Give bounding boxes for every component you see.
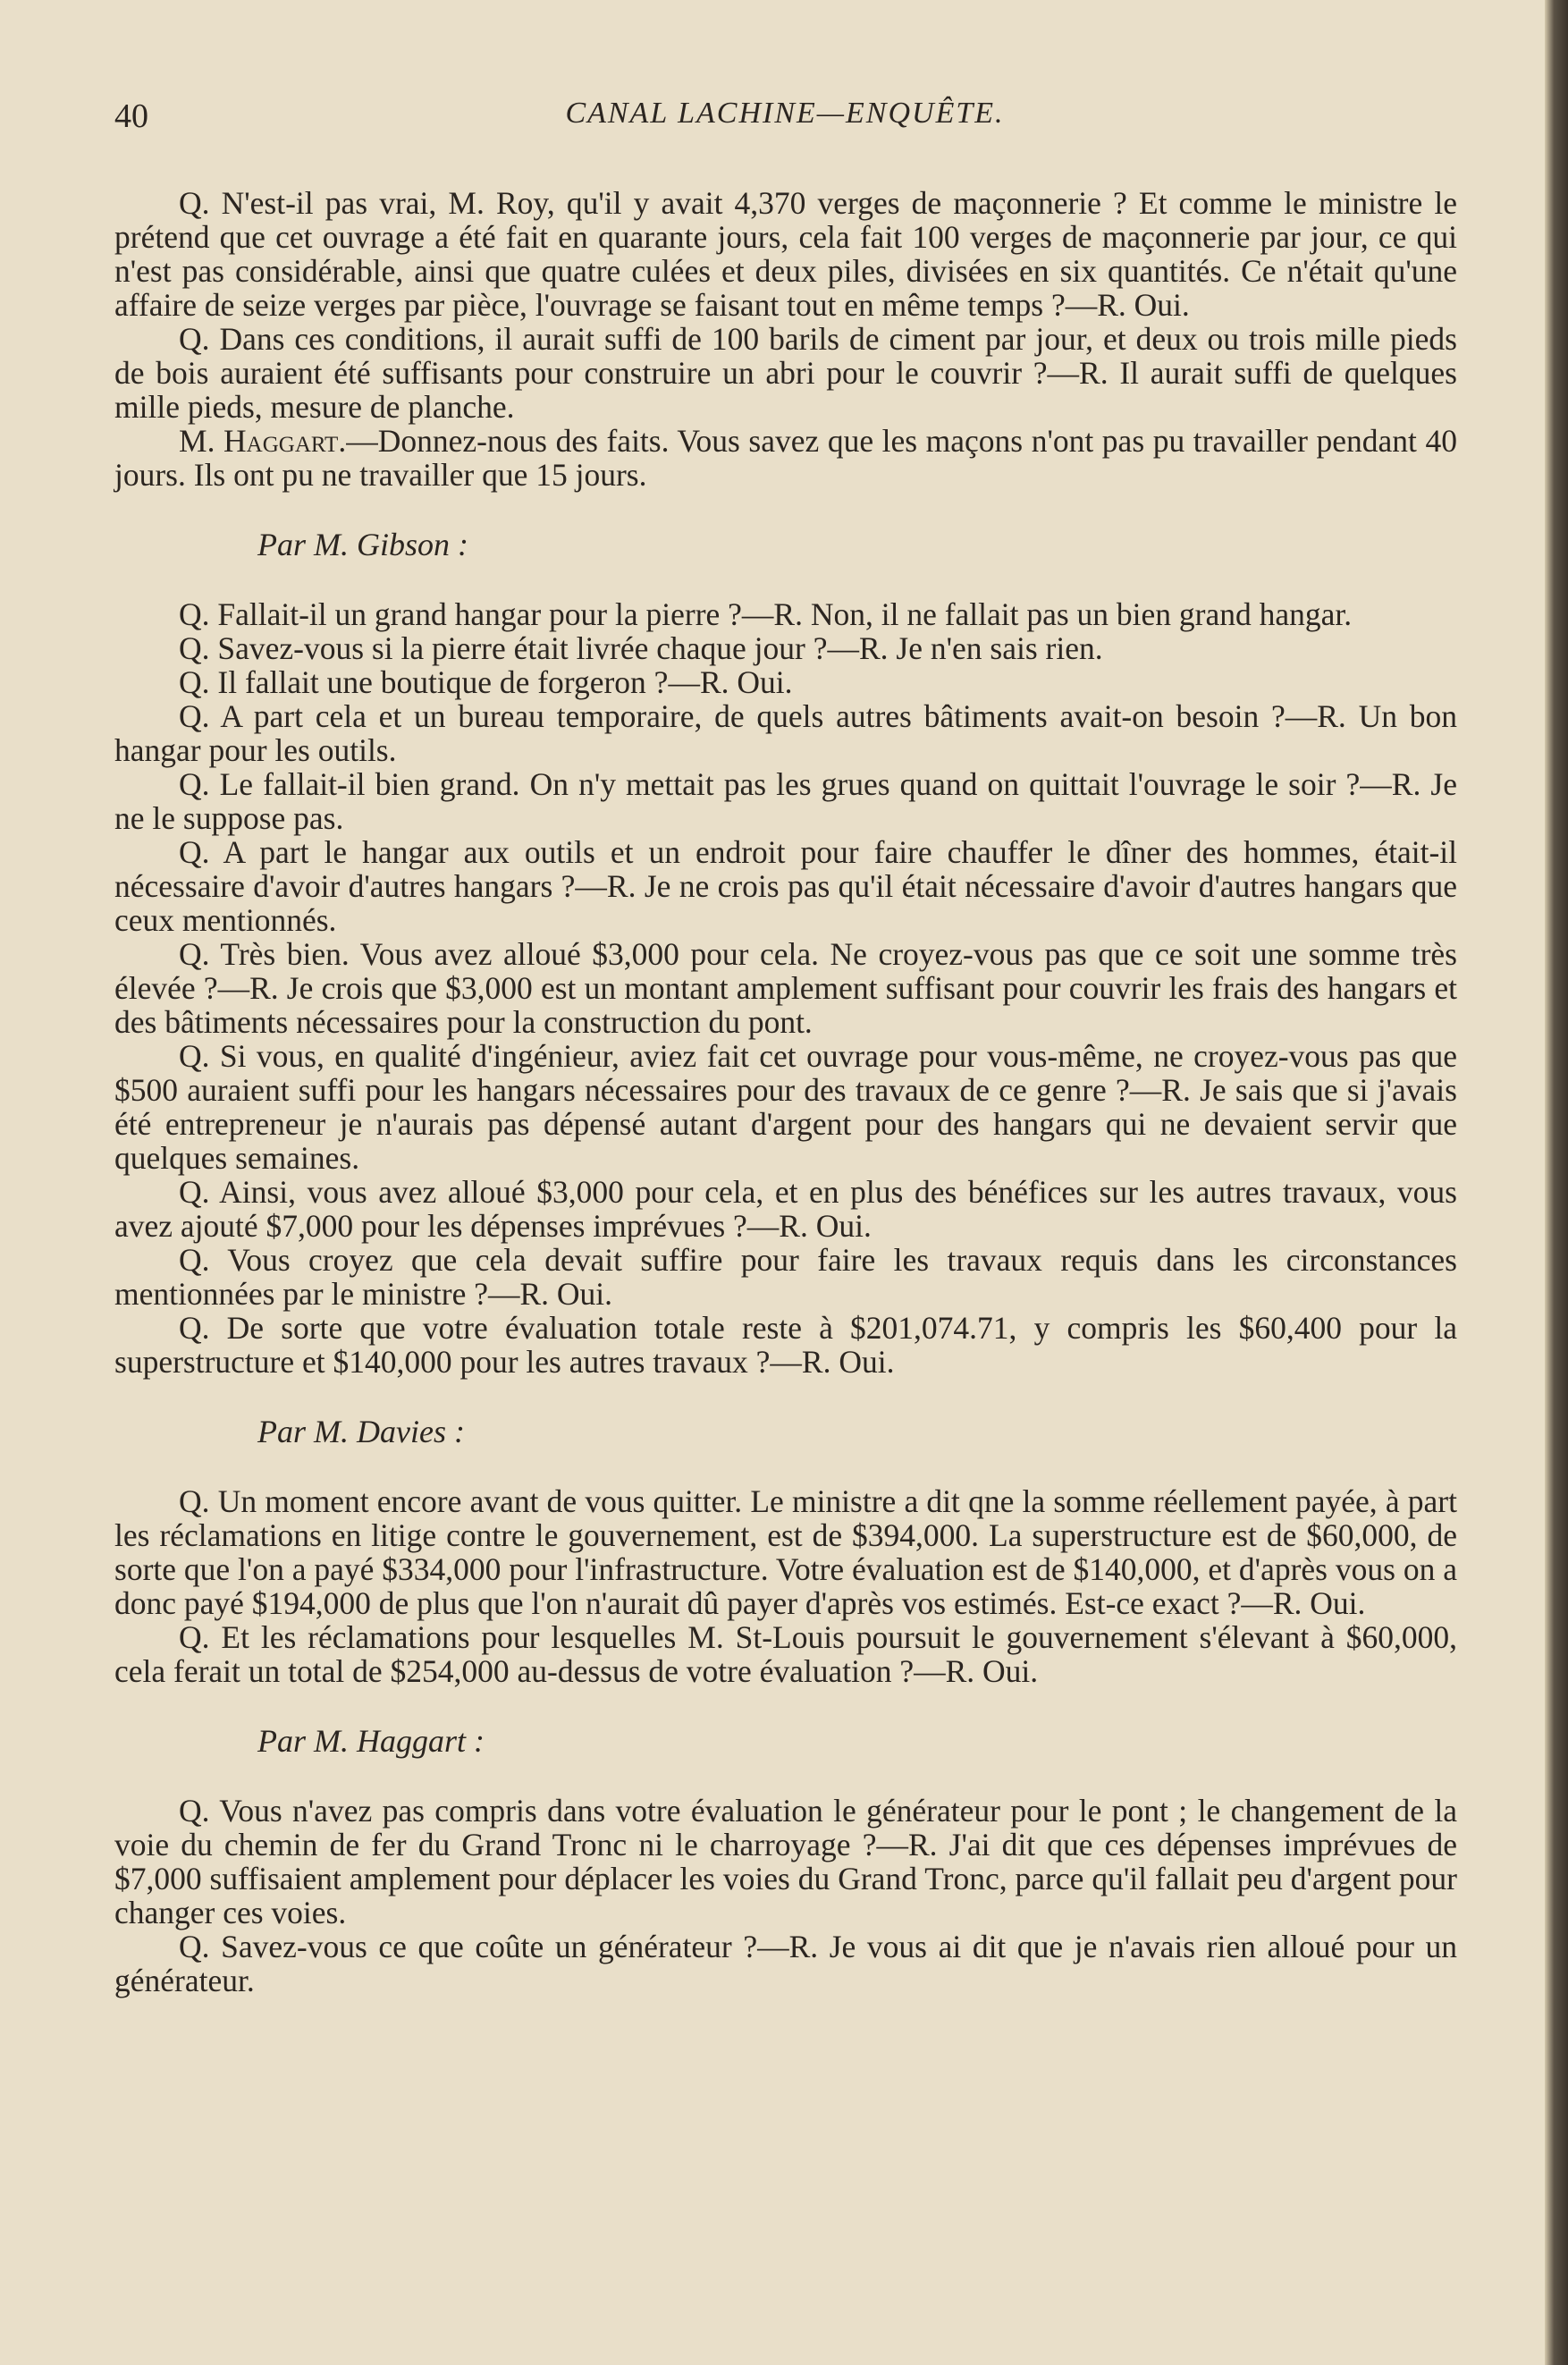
paragraph: Q. Un moment encore avant de vous quitter. Le ministre a dit qne la somme réellement payée, à part les réclamations en litige contre le gouvernement, est de $394,000. La superstructure est de $60,000, de sorte que l'on a payé $334,000 pour l'infrastructure. Votre évaluation est de $140,000, et d'après vous on a donc payé $194,000 de plus que l'on n'aurait dû payer d'après vos estimés. Est-ce exact ?—R. Oui. — [114, 1483, 1457, 1621]
paragraph: Q. Dans ces conditions, il aurait suffi de 100 barils de ciment par jour, et deux ou trois mille pieds de bois auraient été suffisants pour construire un abri pour le couvrir ?—R. Il aurait suffi de quelques mille pieds, mesure de planche. — [114, 321, 1457, 425]
paragraph: Q. Si vous, en qualité d'ingénieur, aviez fait cet ouvrage pour vous-même, ne croyez-vous pas que $500 auraient suffi pour les hangars nécessaires pour des travaux de ce genre ?—R. Je sais que si j'avais été entrepreneur je n'aurais pas dépensé autant d'argent pour des hangars qui ne devaient servir que quelques semaines. — [114, 1038, 1457, 1176]
paragraph: Q. Savez-vous si la pierre était livrée chaque jour ?—R. Je n'en sais rien. — [179, 630, 1103, 666]
paragraph: Q. Le fallait-il bien grand. On n'y mettait pas les grues quand on quittait l'ouvrage le soir ?—R. Je ne le suppose pas. — [114, 766, 1457, 836]
paragraph: Q. Vous n'avez pas compris dans votre évaluation le générateur pour le pont ; le changement de la voie du chemin de fer du Grand Tronc ni le charroyage ?—R. J'ai dit que ces dépenses imprévues de $7,000 suffisaient amplement pour déplacer les voies du Grand Tronc, parce qu'il fallait peu d'argent pour changer ces voies. — [114, 1793, 1457, 1930]
page-edge — [1545, 0, 1568, 2365]
paragraph: Q. Très bien. Vous avez alloué $3,000 pour cela. Ne croyez-vous pas que ce soit une somme très élevée ?—R. Je crois que $3,000 est un montant amplement suffisant pour couvrir les frais des hangars et des bâtiments nécessaires pour la construction du pont. — [114, 936, 1457, 1040]
paragraph: Q. N'est-il pas vrai, M. Roy, qu'il y avait 4,370 verges de maçonnerie ? Et comme le ministre le prétend que cet ouvrage a été fait en quarante jours, cela fait 100 verges de maçonnerie par jour, ce qui n'est pas considérable, ainsi que quatre culées et deux piles, divisées en six quantités. Ce n'était qu'une affaire de seize verges par pièce, l'ouvrage se faisant tout en même temps ?—R. Oui. — [114, 185, 1457, 323]
paragraph: Q. De sorte que votre évaluation totale reste à $201,074.71, y compris les $60,400 pour la superstructure et $140,000 pour les autres travaux ?—R. Oui. — [114, 1310, 1457, 1380]
speaker-name: M. Haggart. — [179, 423, 347, 459]
page-number: 40 — [114, 97, 148, 135]
running-title: CANAL LACHINE—ENQUÊTE. — [565, 97, 1005, 130]
document-body — [114, 186, 1457, 1998]
paragraph: Q. A part le hangar aux outils et un endroit pour faire chauffer le dîner des hommes, était-il nécessaire d'avoir d'autres hangars ?—R. Je ne crois pas qu'il était nécessaire d'avoir d'autres hangars que ceux mentionnés. — [114, 834, 1457, 938]
paragraph: Q. Il fallait une boutique de forgeron ?—R. Oui. — [179, 664, 793, 700]
paragraph-text: —Donnez-nous des faits. Vous savez que les maçons n'ont pas pu travailler pendant 40 jours. Ils ont pu ne travailler que 15 jours. — [114, 423, 1457, 493]
examiner-heading: Par M. Davies : — [257, 1414, 465, 1449]
paragraph — [114, 424, 1457, 492]
paragraph: Q. Fallait-il un grand hangar pour la pierre ?—R. Non, il ne fallait pas un bien grand hangar. — [179, 596, 1353, 632]
examiner-heading: Par M. Gibson : — [257, 527, 468, 562]
paragraph: Q. Ainsi, vous avez alloué $3,000 pour cela, et en plus des bénéfices sur les autres travaux, vous avez ajouté $7,000 pour les dépenses imprévues ?—R. Oui. — [114, 1174, 1457, 1244]
examiner-heading: Par M. Haggart : — [257, 1723, 485, 1759]
paragraph: Q. A part cela et un bureau temporaire, de quels autres bâtiments avait-on besoin ?—R. Un bon hangar pour les outils. — [114, 698, 1457, 768]
paragraph: Q. Savez-vous ce que coûte un générateur ?—R. Je vous ai dit que je n'avais rien alloué pour un générateur. — [114, 1929, 1457, 1998]
paragraph: Q. Et les réclamations pour lesquelles M. St-Louis poursuit le gouvernement s'élevant à $60,000, cela ferait un total de $254,000 au-dessus de votre évaluation ?—R. Oui. — [114, 1619, 1457, 1689]
page-header — [114, 97, 1455, 150]
paragraph: Q. Vous croyez que cela devait suffire pour faire les travaux requis dans les circonstances mentionnées par le ministre ?—R. Oui. — [114, 1242, 1457, 1312]
